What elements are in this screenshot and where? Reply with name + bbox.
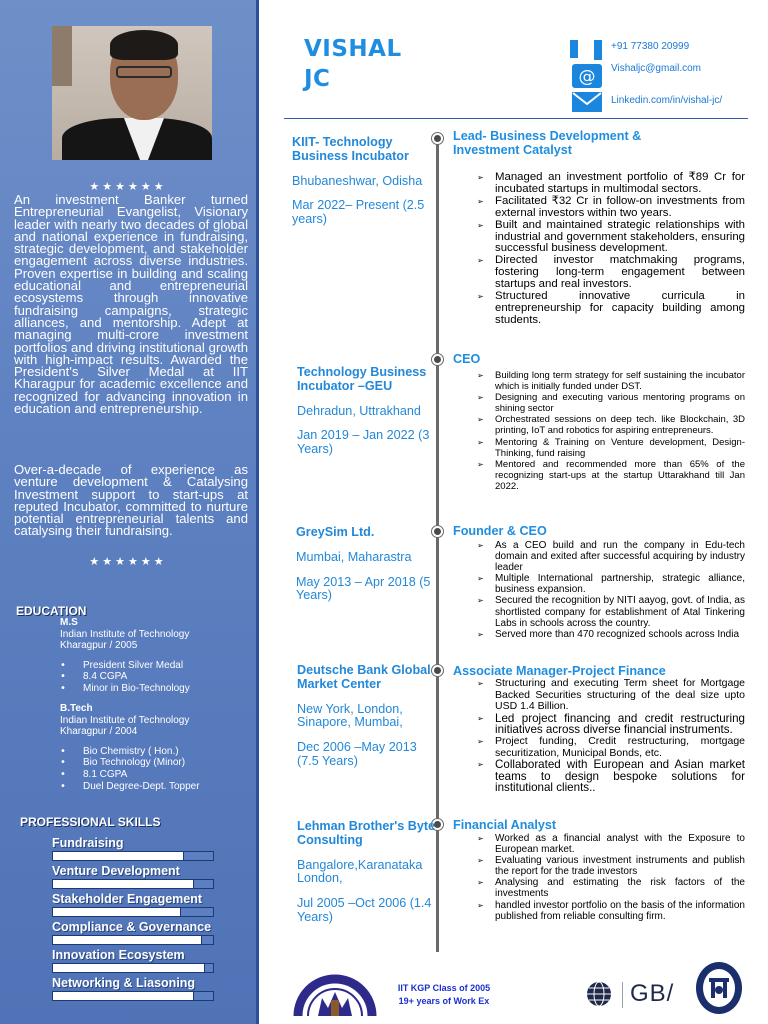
skill-name: Fundraising <box>52 836 124 850</box>
org-dates: Mar 2022– Present (2.5 years) <box>292 198 425 227</box>
org-location: New York, London, Sinapore, Mumbai, <box>297 701 403 730</box>
degree-place-year: Kharagpur / 2004 <box>60 726 138 738</box>
skill-bar <box>52 851 214 861</box>
experience-duties <box>475 678 745 794</box>
list-item: • President Silver Medal <box>60 660 256 672</box>
list-item: ➢ Mentoring & Training on Venture development, Design-Thinking, fund raising <box>475 437 745 459</box>
list-item: • Duel Degree-Dept. Topper <box>60 781 256 793</box>
list-item: ➢ Managed an investment portfolio of ₹89 Cr for incubated startups in multimodal sectors. <box>475 172 745 196</box>
skill-name: Compliance & Governance <box>52 920 212 934</box>
degree-institute: Indian Institute of Technology <box>60 714 190 726</box>
skill-fill <box>53 964 205 972</box>
contact-email[interactable]: Vishaljc@gmail.com <box>611 63 701 74</box>
list-item: • 8.4 CGPA <box>60 671 256 683</box>
org-name: GreySim Ltd. <box>296 525 375 539</box>
profile-photo <box>52 26 212 160</box>
timeline-dot <box>432 354 443 365</box>
partner-logo-text: GB/ <box>630 980 675 1007</box>
bio-summary: An investment Banker turned Entrepreneurial Evangelist, Visionary leader with nearly two decades of global and national experience in fundraising, strategic development, and stakeholder engagement across diverse industries. Proven expertise in building and scaling educational and entrepreneurial ecosystems through innovative fundraising campaigns, strategic alliances, and mentorship. Adept at managing multi-crore investment portfolios and driving institutional growth with high-impact results. Awarded the President's Silver Medal at IIT Kharagpur for academic excellence and recognized for advancing innovation in education and entrepreneurship. <box>14 192 248 417</box>
sidebar-divider <box>256 0 259 1024</box>
name-last: JC <box>304 66 331 92</box>
education-ms <box>60 617 256 695</box>
org-location: Bhubaneshwar, Odisha <box>292 173 423 188</box>
experience-role: CEO <box>453 352 481 366</box>
globe-icon <box>586 981 612 1007</box>
svg-text:@: @ <box>578 67 596 87</box>
skill-stakeholder-engagement <box>52 892 222 917</box>
experience-org <box>297 664 439 769</box>
skill-fill <box>53 992 194 1000</box>
list-item: • Minor in Bio-Technology <box>60 683 256 695</box>
phone-icon <box>570 38 604 62</box>
footer-divider <box>622 982 623 1008</box>
skill-name: Stakeholder Engagement <box>52 892 203 906</box>
experience-role: Founder & CEO <box>453 524 547 538</box>
list-item: ➢ Worked as a financial analyst with the Exposure to European market. <box>475 833 745 855</box>
skill-name: Venture Development <box>52 864 180 878</box>
experience-duties <box>475 370 745 492</box>
list-item: ➢ Project funding, Credit restructuring, mortgage securitization, Municipal Bonds, etc. <box>475 736 745 759</box>
education-heading: EDUCATION <box>16 604 87 618</box>
list-item: ➢ Served more than 470 recognized schools across India <box>475 629 745 640</box>
experience-role: Lead- Business Development & Investment Catalyst <box>453 129 642 157</box>
list-item: • 8.1 CGPA <box>60 769 256 781</box>
org-location: Dehradun, Uttrakhand <box>297 403 421 418</box>
list-item: ➢ Built and maintained strategic relationships with industrial and government stakeholders, ensuring successful business development. <box>475 220 745 256</box>
list-item: ➢ Led project financing and credit restructuring initiatives across diverse financial instruments. <box>475 713 745 736</box>
experience-duties <box>475 833 745 922</box>
skill-networking-liasoning <box>52 976 222 1001</box>
list-item: ➢ Evaluating various investment instruments and publish the report for the trade investors <box>475 855 745 877</box>
experience-org <box>297 366 439 457</box>
candidate-name <box>304 34 402 94</box>
skill-bar <box>52 879 214 889</box>
list-item: ➢ Designing and executing various mentoring programs on shining sector <box>475 392 745 414</box>
org-name: Lehman Brother's Byte Consulting <box>297 819 436 847</box>
list-item: ➢ Secured the recognition by NITI aayog, govt. of India, as shortlisted company for establishment of Atal Tinkering Labs in schools across the country. <box>475 595 745 628</box>
degree-highlights <box>60 660 256 695</box>
experience-org <box>292 136 434 227</box>
degree-institute: Indian Institute of Technology <box>60 628 190 640</box>
skill-bar <box>52 963 214 973</box>
experience-role: Financial Analyst <box>453 818 557 832</box>
list-item: ➢ Mentored and recommended more than 65% of the recognizing start-ups at the startup Uttarakhand till Jan 2022. <box>475 459 745 492</box>
list-item: ➢ Structuring and executing Term sheet for Mortgage Backed Securities structuring of the deal size upto USD 1.4 Billion. <box>475 678 745 713</box>
skill-name: Innovation Ecosystem <box>52 948 185 962</box>
skill-fill <box>53 880 194 888</box>
degree-title: M.S <box>60 617 78 628</box>
email-icon <box>570 64 604 88</box>
experience-org <box>296 526 438 603</box>
star-divider-bottom: ★★★★★★ <box>89 555 167 568</box>
skill-fill <box>53 852 184 860</box>
experience-role: Associate Manager-Project Finance <box>453 664 666 678</box>
org-location: Mumbai, Maharastra <box>296 549 412 564</box>
skill-fundraising <box>52 836 222 861</box>
envelope-icon <box>570 90 604 114</box>
org-dates: Jul 2005 –Oct 2006 (1.4 Years) <box>297 896 432 924</box>
list-item: ➢ Analysing and estimating the risk factors of the investments <box>475 877 745 899</box>
sidebar <box>0 0 256 1024</box>
experience-org <box>297 820 439 925</box>
education-btech <box>60 703 256 792</box>
skill-bar <box>52 935 214 945</box>
iit-kgp-logo <box>292 956 378 1016</box>
skill-bar <box>52 907 214 917</box>
skill-compliance-governance <box>52 920 222 945</box>
name-first: VISHAL <box>304 36 402 62</box>
org-name: Deutsche Bank Global Market Center <box>297 663 431 691</box>
list-item: • Bio Technology (Minor) <box>60 757 256 769</box>
skill-venture-development <box>52 864 222 889</box>
skill-innovation-ecosystem <box>52 948 222 973</box>
degree-place-year: Kharagpur / 2005 <box>60 640 138 652</box>
skill-name: Networking & Liasoning <box>52 976 196 990</box>
bio-experience: Over-a-decade of experience as venture development & Catalysing Investment support to start-ups at reputed Incubator, committed to nurture potential entrepreneurial talents and catalysing their fundraising. <box>14 462 248 539</box>
list-item: ➢ Directed investor matchmaking programs, fostering long-term engagement between startups and real investors. <box>475 255 745 291</box>
list-item: ➢ As a CEO build and run the company in Edu-tech domain and exited after successful acquiring by industry leader <box>475 540 745 573</box>
star-divider-top: ★★★★★★ <box>89 180 167 193</box>
org-name: Technology Business Incubator –GEU <box>297 365 427 393</box>
org-dates: May 2013 – Apr 2018 (5 Years) <box>296 574 431 603</box>
list-item: ➢ Collaborated with European and Asian market teams to design bespoke solutions for institutional clients.. <box>475 759 745 794</box>
contact-phone: +91 77380 20999 <box>611 41 690 52</box>
skills-heading: PROFESSIONAL SKILLS <box>20 815 161 829</box>
list-item: ➢ Multiple International partnership, strategic alliance, business expansion. <box>475 573 745 595</box>
degree-highlights <box>60 746 256 792</box>
list-item: ➢ Facilitated ₹32 Cr in follow-on investments from external investors within two years. <box>475 196 745 220</box>
footer-experience: 19+ years of Work Ex <box>398 996 490 1006</box>
contact-linkedin[interactable]: Linkedin.com/in/vishal-jc/ <box>611 95 723 106</box>
org-dates: Jan 2019 – Jan 2022 (3 Years) <box>297 428 430 457</box>
skill-fill <box>53 936 202 944</box>
list-item: ➢ Structured innovative curricula in entrepreneurship for capacity building among students. <box>475 291 745 327</box>
list-item: ➢ handled investor portfolio on the basis of the information published from reliable consulting firm. <box>475 900 745 922</box>
experience-duties <box>475 540 745 640</box>
skill-fill <box>53 908 181 916</box>
org-name: KIIT- Technology Business Incubator <box>292 135 409 163</box>
list-item: ➢ Orchestrated sessions on deep tech. like Blockchain, 3D printing, IoT and robotics for aspiring entrepreneurs. <box>475 414 745 436</box>
degree-title: B.Tech <box>60 703 93 714</box>
header-rule <box>284 118 748 119</box>
list-item: ➢ Building long term strategy for self sustaining the incubator which is initially funded under DST. <box>475 370 745 392</box>
footer-class: IIT KGP Class of 2005 <box>397 983 491 993</box>
skill-bar <box>52 991 214 1001</box>
org-dates: Dec 2006 –May 2013 (7.5 Years) <box>297 740 417 768</box>
experience-duties <box>475 172 745 327</box>
institution-emblem <box>694 960 744 1016</box>
list-item: • Bio Chemistry ( Hon.) <box>60 746 256 758</box>
org-location: Bangalore,Karanataka London, <box>297 857 423 886</box>
